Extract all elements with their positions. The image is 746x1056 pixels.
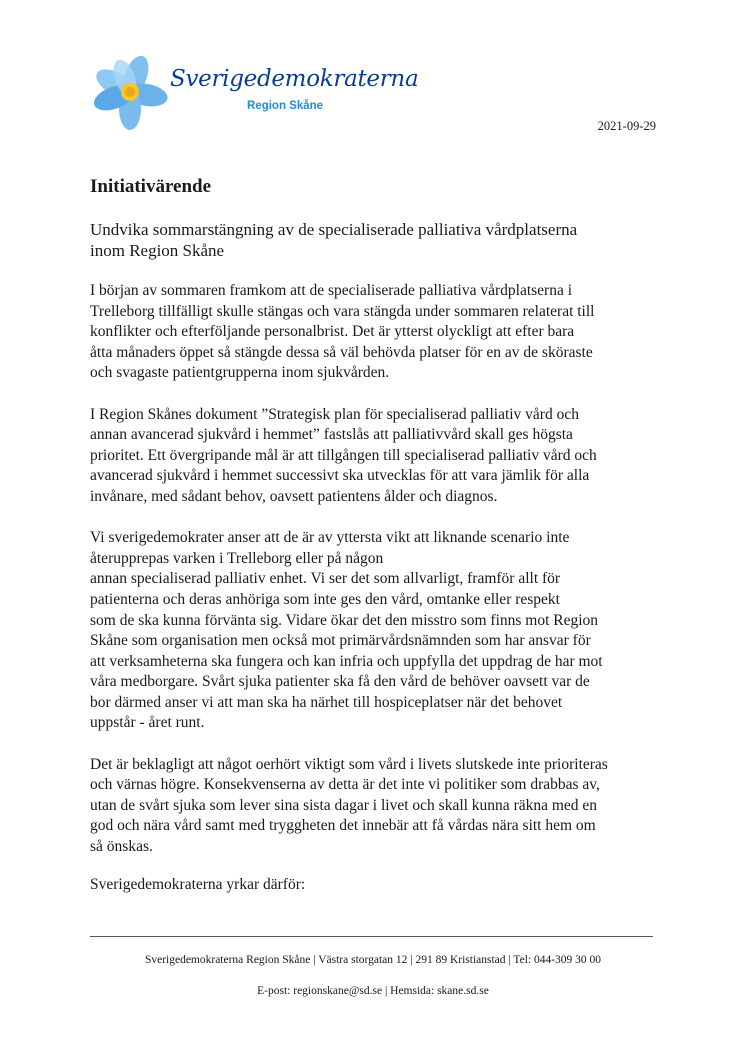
- text-line: annan specialiserad palliativ enhet. Vi ser det som allvarligt, framför allt för: [90, 570, 561, 588]
- text-line: Vi sverigedemokrater anser att de är av yttersta vikt att liknande scenario inte: [90, 529, 570, 547]
- document-date: 2021-09-29: [597, 119, 656, 133]
- text-line: I Region Skånes dokument ”Strategisk plan för specialiserad palliativ vård och: [90, 405, 579, 423]
- closing-statement: Sverigedemokraterna yrkar därför:: [90, 876, 306, 893]
- text-line: uppstår - året runt.: [90, 714, 205, 732]
- text-line: prioritet. Ett övergripande mål är att tillgången till specialiserad palliativ vård och: [90, 446, 597, 464]
- paragraph: [90, 755, 660, 858]
- text-line: invånare, med sådant behov, oavsett patientens ålder och diagnos.: [90, 487, 498, 505]
- text-line: avancerad sjukvård i hemmet successivt ska utvecklas för att vara jämlik för alla: [90, 467, 590, 485]
- document-title: Initiativärende: [90, 176, 212, 197]
- text-line: utan de svårt sjuka som lever sina sista dagar i livet och skall kunna räkna med en: [90, 796, 598, 814]
- footer-divider: [90, 936, 653, 937]
- paragraph: [90, 281, 660, 384]
- text-line: våra medborgare. Svårt sjuka patienter ska få den vård de behöver oavsett var de: [90, 673, 590, 691]
- text-line: Det är beklagligt att något oerhört viktigt som vård i livets slutskede inte prioriteras: [90, 755, 608, 773]
- footer-contact: Sverigedemokraterna Region Skåne | Västra storgatan 12 | 291 89 Kristianstad | Tel: 044-309 30 00: [144, 954, 602, 966]
- document-body: [90, 281, 660, 878]
- document-subtitle: [90, 219, 660, 261]
- text-line: att verksamheterna ska fungera och kan infria och uppfylla det uppdrag de har mot: [90, 652, 603, 670]
- text-line: patienterna och deras anhöriga som inte ges den vård, omtanke eller respekt: [90, 590, 560, 608]
- text-line: Trelleborg tillfälligt skulle stängas och vara stängda under sommaren relaterat till: [90, 302, 595, 320]
- text-line: annan avancerad sjukvård i hemmet” fastslås att palliativvård skall ges högsta: [90, 426, 573, 444]
- text-line: god och nära vård samt med tryggheten det innebär att få vårdas nära sitt hem om: [90, 817, 596, 835]
- subtitle-line: Undvika sommarstängning av de specialiserade palliativa vårdplatserna: [90, 220, 578, 239]
- text-line: konflikter och efterföljande personalbrist. Det är ytterst olyckligt att efter bara: [90, 323, 575, 341]
- text-line: så önskas.: [90, 838, 153, 856]
- brand-region: Region Skåne: [247, 100, 324, 112]
- text-line: bor därmed anser vi att man ska ha närhet till hospiceplatser när det behovet: [90, 693, 563, 711]
- flower-icon: [92, 52, 172, 132]
- text-line: och värnas högre. Konsekvenserna av detta är det inte vi politiker som drabbas av,: [90, 776, 600, 794]
- text-line: åtta månaders öppet så stängde dessa så väl behövda platser för en av de sköraste: [90, 343, 593, 361]
- logo: [92, 52, 419, 132]
- text-line: som de ska kunna förvänta sig. Vidare ökar det den misstro som finns mot Region: [90, 611, 599, 629]
- subtitle-line: inom Region Skåne: [90, 241, 225, 260]
- paragraph: [90, 528, 660, 734]
- text-line: I början av sommaren framkom att de specialiserade palliativa vårdplatserna i: [90, 282, 573, 299]
- text-line: Skåne som organisation men också mot primärvårdsnämnden som har ansvar för: [90, 632, 591, 650]
- brand-name: Sverigedemokraterna: [170, 66, 419, 92]
- paragraph: [90, 405, 660, 508]
- footer-web: E-post: regionskane@sd.se | Hemsida: skane.sd.se: [257, 985, 489, 997]
- text-line: återupprepas varken i Trelleborg eller på någon: [90, 549, 384, 567]
- text-line: och svagaste patientgrupperna inom sjukvården.: [90, 364, 390, 382]
